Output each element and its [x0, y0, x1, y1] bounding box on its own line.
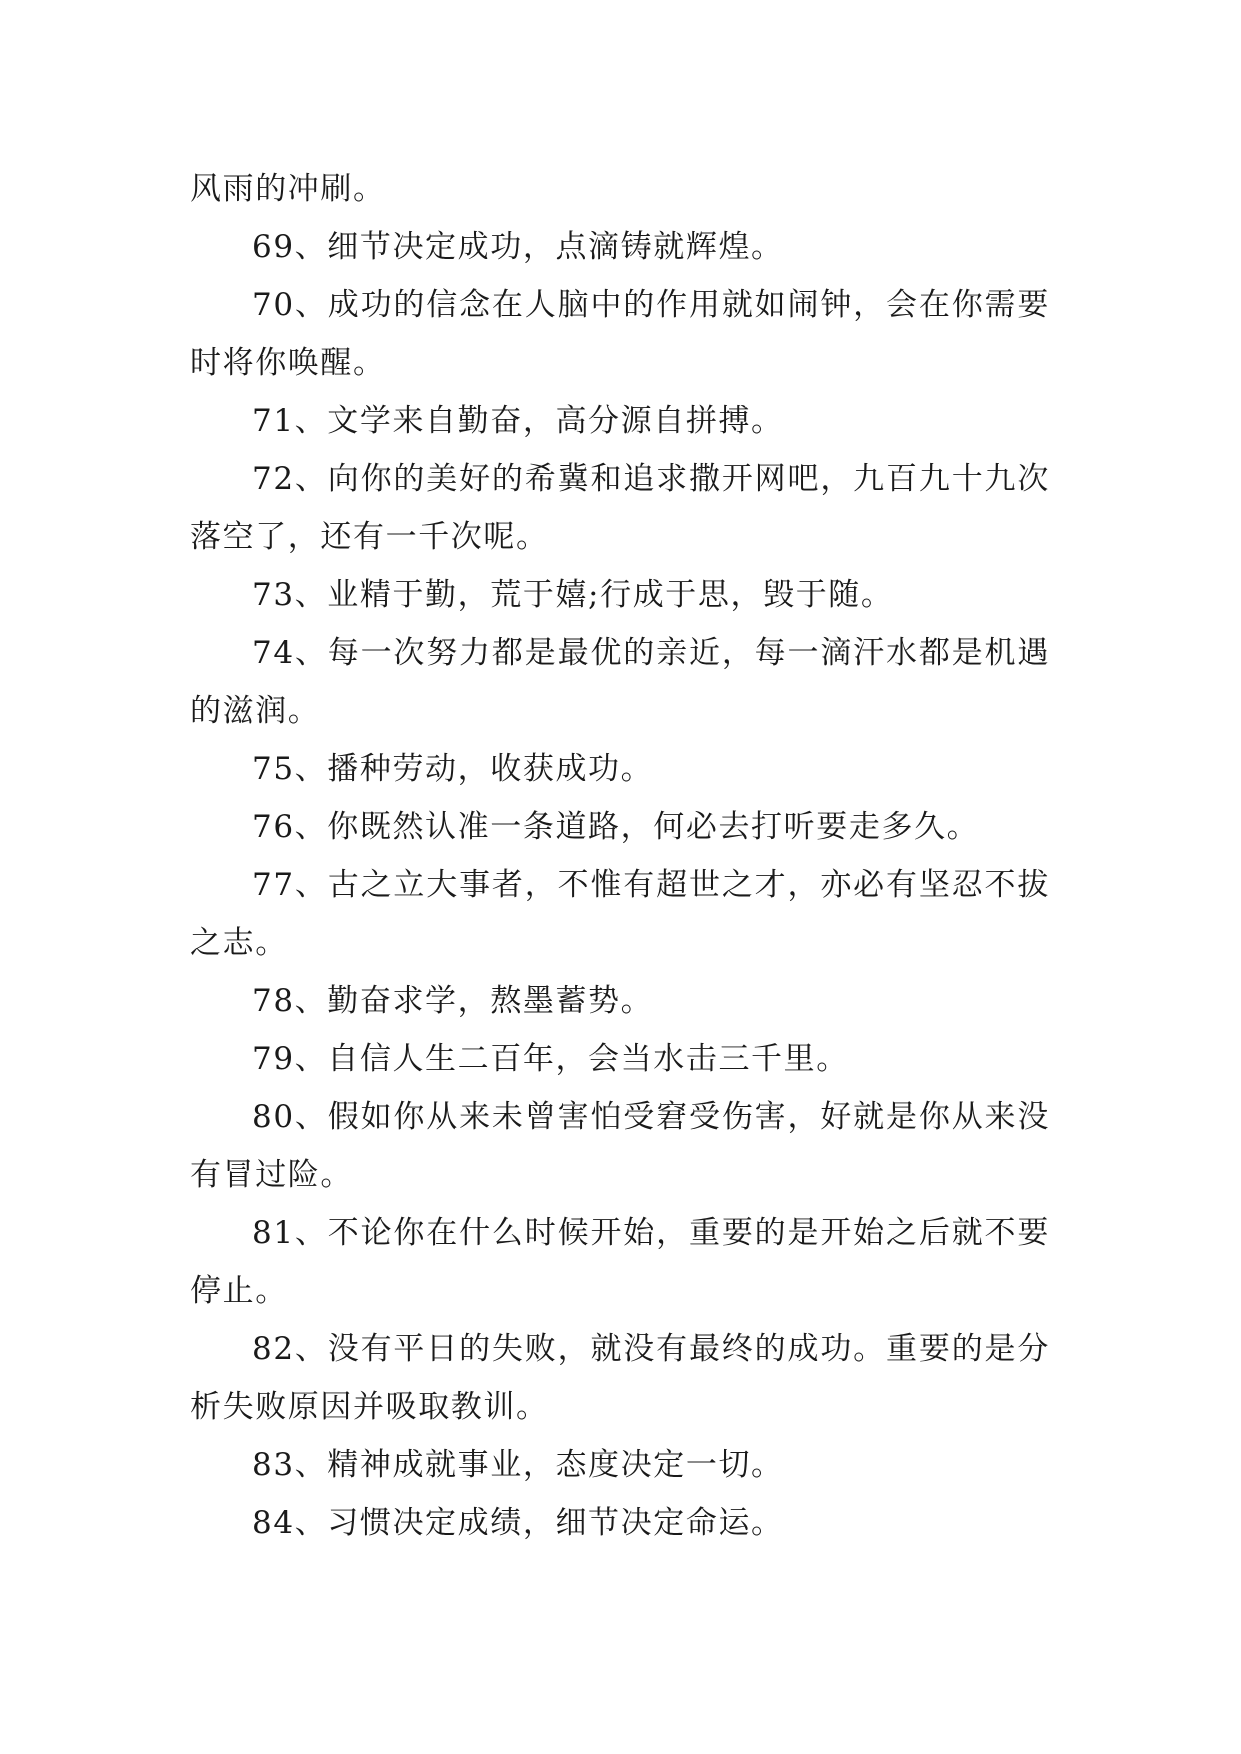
paragraph-69: 69、细节决定成功，点滴铸就辉煌。	[252, 229, 784, 265]
paragraph-77: 77、古之立大事者，不惟有超世之才，亦必有坚忍不拔之志。	[190, 867, 1050, 961]
paragraph-84: 84、习惯决定成绩，细节决定命运。	[252, 1505, 784, 1541]
paragraph-72: 72、向你的美好的希冀和追求撒开网吧，九百九十九次落空了，还有一千次呢。	[190, 461, 1050, 555]
document-body	[190, 160, 1050, 1552]
paragraph-83: 83、精神成就事业，态度决定一切。	[252, 1447, 784, 1483]
paragraph-80: 80、假如你从来未曾害怕受窘受伤害，好就是你从来没有冒过险。	[190, 1099, 1050, 1193]
paragraph-74: 74、每一次努力都是最优的亲近，每一滴汗水都是机遇的滋润。	[190, 635, 1050, 729]
paragraph-82: 82、没有平日的失败，就没有最终的成功。重要的是分析失败原因并吸取教训。	[190, 1331, 1050, 1425]
paragraph-76: 76、你既然认准一条道路，何必去打听要走多久。	[252, 809, 980, 845]
paragraph-75: 75、播种劳动，收获成功。	[252, 751, 654, 787]
paragraph-78: 78、勤奋求学，熬墨蓄势。	[252, 983, 654, 1019]
paragraph-71: 71、文学来自勤奋，高分源自拼搏。	[252, 403, 784, 439]
paragraph-81: 81、不论你在什么时候开始，重要的是开始之后就不要停止。	[190, 1215, 1050, 1309]
paragraph-73: 73、业精于勤，荒于嬉;行成于思，毁于随。	[252, 577, 894, 613]
paragraph-continuation: 风雨的冲刷。	[190, 171, 386, 207]
paragraph-70: 70、成功的信念在人脑中的作用就如闹钟，会在你需要时将你唤醒。	[190, 287, 1050, 381]
paragraph-79: 79、自信人生二百年，会当水击三千里。	[252, 1041, 849, 1077]
